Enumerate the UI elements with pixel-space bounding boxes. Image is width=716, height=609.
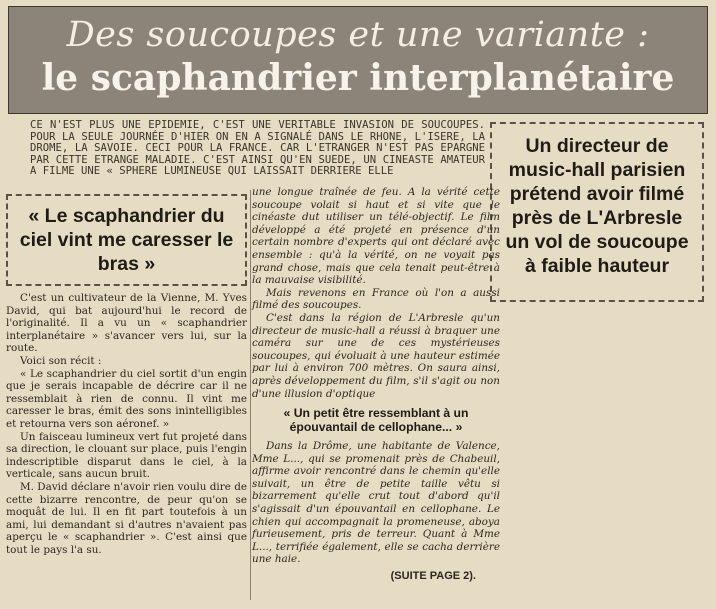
left-box-title: « Le scaphandrier du ciel vint me caresser le bras »: [6, 194, 247, 286]
left-paragraph: Voici son récit :: [20, 354, 102, 367]
left-column: [6, 194, 247, 586]
right-paragraph: Dans la Drôme, une habitante de Valence, Mme L..., qui se promenait près de Chabeuil, affirme avoir rencontré dans le chemin qu'elle suivait, un être de petite taille vêtu si bizarrement qu'elle crut tout d'abord qu'il s'agissait d'un épouvantail en cellophane. Le chien qui accompagnait la promeneuse, aboya furieusement, pris de terreur. Quant à Mme L..., terrifiée également, elle se cacha derrière une haie.: [252, 440, 500, 566]
headline-line-1: Des soucoupes et une variante :: [66, 15, 650, 55]
sidebar-headline-box: Un directeur de music-hall parisien prétend avoir filmé près de L'Arbresle un vol de soucoupe à faible hauteur: [490, 122, 704, 302]
left-paragraph: M. David déclare n'avoir rien voulu dire de cette bizarre rencontre, de peur qu'on se moquât de lui. Il en fit part toutefois à un ami, lui demandant si d'autres n'avaient pas aperçu le « scaphandrier ». C'est ainsi que tout le pays l'a su.: [6, 480, 247, 556]
right-paragraph: une longue traînée de feu. A la vérité cette soucoupe volait si haut et si vite que le cinéaste dut utiliser un télé-objectif. Le film développé a été projeté en présence d'un certain nombre d'experts qui ont déclaré avec ensemble : qu'à la vérité, on ne voyait pas grand chose, mais que cela tenait peut-être à la mauvaise visibilité.: [252, 186, 500, 287]
right-paragraph: Mais revenons en France où l'on a aussi filmé des soucoupes.: [252, 286, 500, 312]
lead-paragraph: CE N'EST PLUS UNE EPIDEMIE, C'EST UNE VERITABLE INVASION DE SOUCOUPES. POUR LA SEULE JOURNÉE D'HIER ON EN A SIGNALÉ DANS LE RHONE, L'ISERE, LA DROME, LA SAVOIE. CECI POUR LA FRANCE. CAR L'ETRANGER N'EST PAS EPARGNE PAR CETTE ETRANGE MALADIE. C'EST AINSI QU'EN SUEDE, UN CINEASTE AMATEUR A FILME UNE « SPHERE LUMINEUSE QUI LAISSAIT DERRIERE ELLE: [30, 119, 485, 178]
headline-banner: [8, 6, 708, 114]
right-paragraph: C'est dans la région de L'Arbresle qu'un directeur de music-hall a réussi à braquer une caméra sur une de ces mystérieuses soucoupes, qui évoluait à une hauteur estimée par lui à environ 700 mètres. On saura ainsi, après développement du film, s'il s'agit ou non d'une illusion d'optique: [252, 311, 500, 400]
left-paragraph: « Le scaphandrier du ciel sortit d'un engin que je serais incapable de décrire car il ne ressemblait à rien de connu. Il vint me caresser le bras, émit des sons inintelligibles et retourna vers son aéronef. »: [6, 367, 247, 430]
continued-note: (SUITE PAGE 2).: [390, 570, 476, 583]
left-paragraph: Un faisceau lumineux vert fut projeté dans sa direction, le clouant sur place, puis l'engin indescriptible disparut dans le ciel, à la verticale, sans aucun bruit.: [6, 430, 247, 481]
right-column: [252, 186, 500, 602]
headline-line-2: le scaphandrier interplanétaire: [41, 57, 675, 99]
left-paragraph: C'est un cultivateur de la Vienne, M. Yves David, qui bat aujourd'hui le record de l'originalité. Il a vu un « scaphandrier interplanétaire » s'avancer vers lui, sur la route.: [6, 292, 247, 355]
column-divider: [250, 190, 251, 600]
right-subhead: « Un petit être ressemblant à un épouvantail de cellophane... »: [283, 406, 469, 435]
